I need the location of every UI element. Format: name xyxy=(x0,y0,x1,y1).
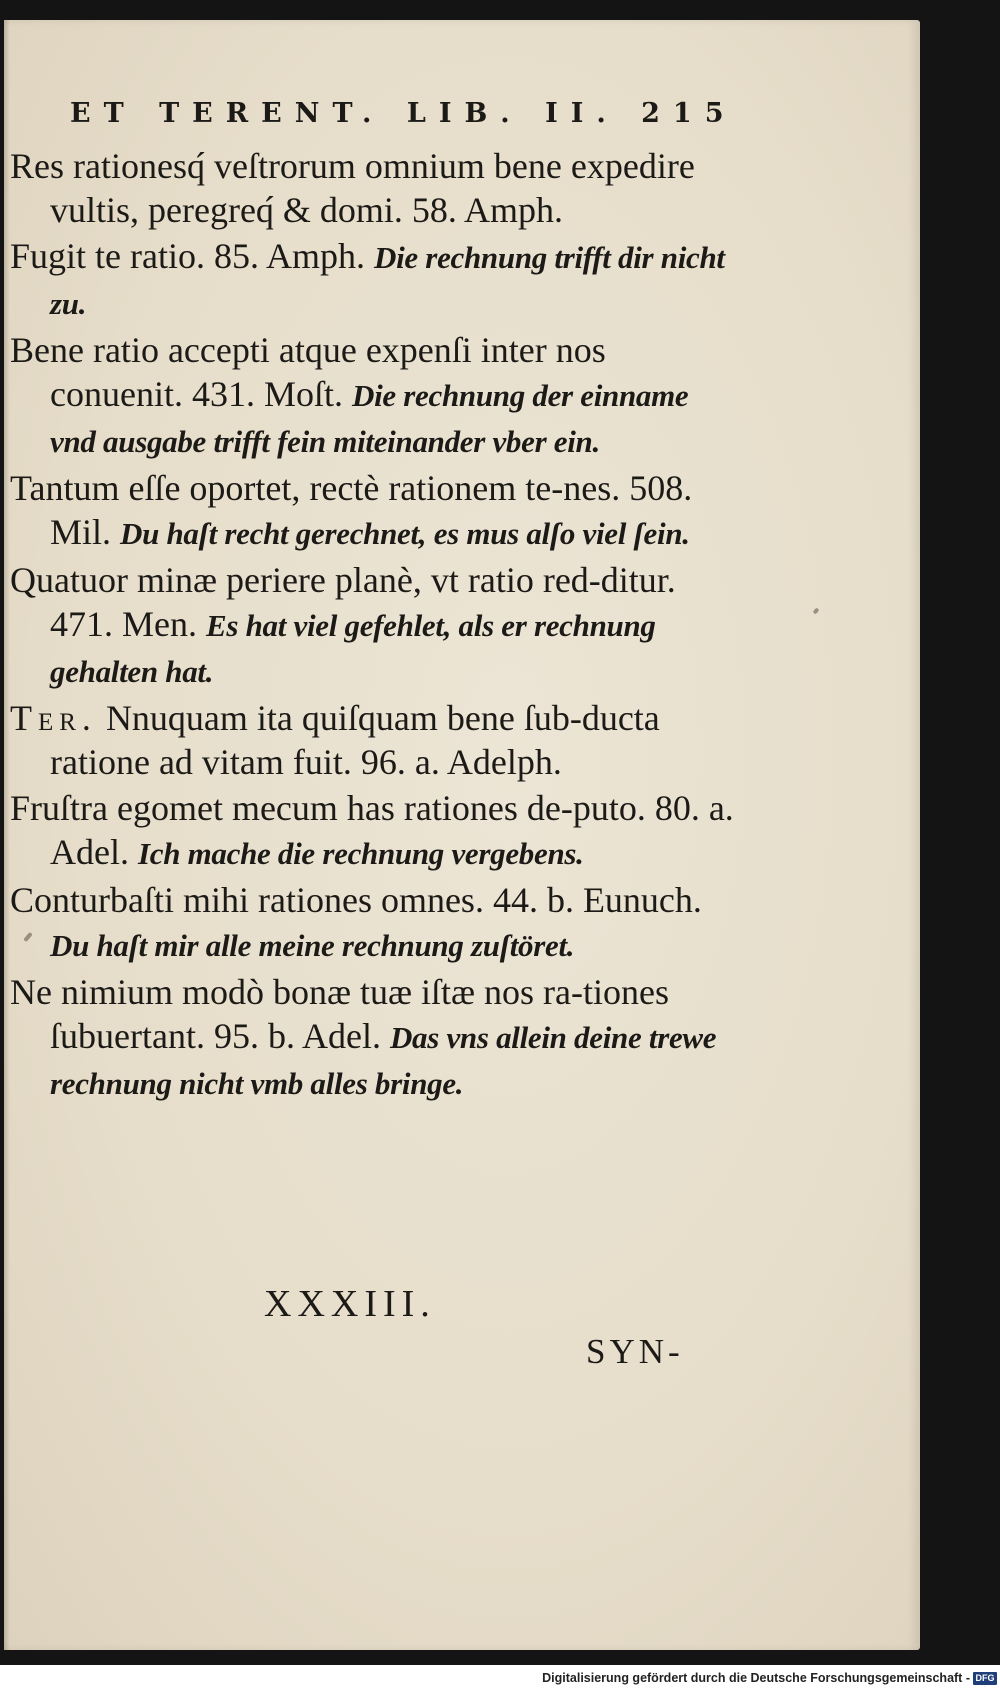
section-number: XXXIII. xyxy=(264,1283,436,1325)
german-translation: Die rechnung trifft dir nicht zu. xyxy=(50,240,725,321)
book-page xyxy=(4,20,920,1650)
catchword: SYN- xyxy=(586,1332,684,1371)
dfg-logo: DFG xyxy=(973,1672,997,1685)
latin-text: Conturbaſti mihi rationes omnes. 44. b. Eunuch. xyxy=(10,880,702,920)
german-translation: Es hat viel gefehlet, als er rechnung gehalten hat. xyxy=(50,608,656,689)
german-translation: Du haſt recht gerechnet, es mus alſo viel ſein. xyxy=(120,516,690,551)
entry xyxy=(10,696,740,784)
entry xyxy=(10,786,740,876)
german-translation: Die rechnung der einname vnd ausgabe trifft fein miteinander vber ein. xyxy=(50,378,689,459)
latin-text: Nnuquam ita quiſquam bene ſub-ducta ratione ad vitam fuit. 96. a. Adelph. xyxy=(50,698,660,782)
latin-text: Res rationesq́ veſtrorum omnium bene expedire vultis, peregreq́ & domi. 58. Amph. xyxy=(10,146,695,230)
german-translation: Das vns allein deine trewe rechnung nicht vmb alles bringe. xyxy=(50,1020,717,1101)
latin-text: Fruſtra egomet mecum has rationes de-puto. 80. a. Adel. xyxy=(10,788,734,872)
latin-text: Tantum eſſe oportet, rectè rationem te-nes. 508. Mil. xyxy=(10,468,693,552)
latin-text: Ne nimium modò bonæ tuæ iſtæ nos ra-tiones ſubuertant. 95. b. Adel. xyxy=(10,972,669,1056)
entry xyxy=(10,970,740,1106)
german-translation: Ich mache die rechnung vergebens. xyxy=(137,836,584,871)
paper-speck xyxy=(813,607,820,614)
entry xyxy=(10,144,740,232)
entry-list xyxy=(10,144,740,1108)
speaker-abbreviation: Ter. xyxy=(10,698,97,738)
entry xyxy=(10,878,740,968)
latin-text: Bene ratio accepti atque expenſi inter nos conuenit. 431. Moſt. xyxy=(10,330,606,414)
entry xyxy=(10,466,740,556)
latin-text: Fugit te ratio. 85. Amph. xyxy=(10,236,365,276)
latin-text: Quatuor minæ periere planè, vt ratio red-ditur. 471. Men. xyxy=(10,560,676,644)
running-head: ET TERENT. LIB. II. 215 xyxy=(70,98,737,129)
entry xyxy=(10,328,740,464)
entry xyxy=(10,558,740,694)
entry xyxy=(10,234,740,326)
footer-bar xyxy=(0,1668,1000,1691)
german-translation: Du haſt mir alle meine rechnung zuſtöret. xyxy=(50,928,575,963)
funding-credit: Digitalisierung gefördert durch die Deutsche Forschungsgemeinschaft - xyxy=(542,1671,970,1685)
